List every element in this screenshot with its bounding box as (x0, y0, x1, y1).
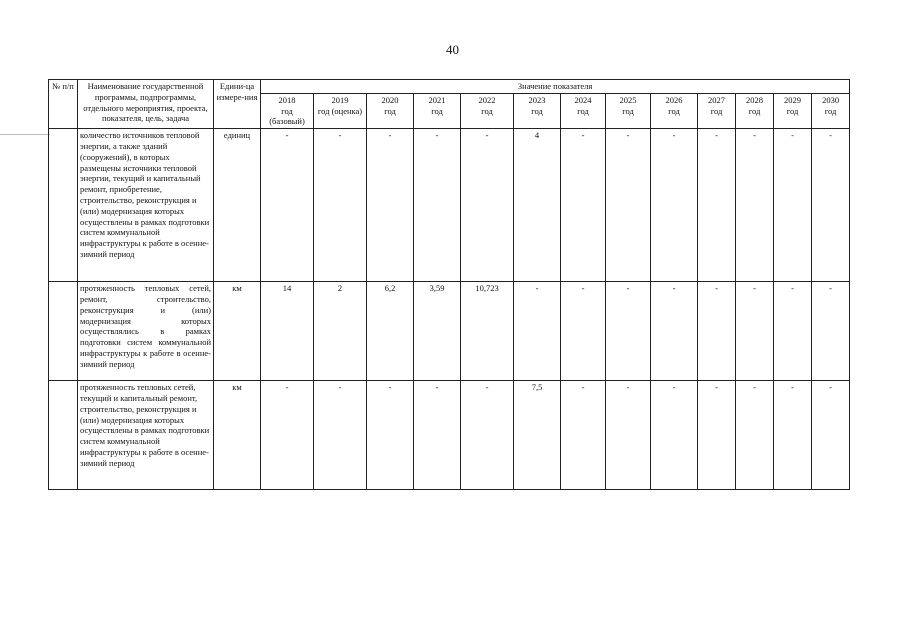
value-cell: - (698, 381, 736, 490)
unit-of-measure: единиц (214, 129, 261, 282)
value-cell: - (461, 381, 514, 490)
value-cell: 2 (314, 282, 367, 381)
header-year-sub: год (710, 105, 723, 116)
header-year-value: 2022 (478, 94, 496, 105)
header-name: Наименование государственной программы, подпрограммы, отдельного мероприятия, проекта, показателя, цель, задача (78, 80, 214, 129)
header-values-title: Значение показателя (261, 80, 850, 94)
header-year-2019 (314, 93, 367, 128)
value-cell: - (414, 129, 461, 282)
page-number: 40 (446, 42, 459, 57)
table-row (49, 129, 850, 282)
header-year-2030 (812, 93, 850, 128)
value-cell: - (261, 381, 314, 490)
header-year-sub: год (531, 105, 543, 116)
header-year-sub: год (431, 105, 443, 116)
value-cell: - (812, 381, 850, 490)
value-cell: - (606, 381, 651, 490)
header-year-sub: год (481, 105, 493, 116)
value-cell: - (651, 129, 698, 282)
row-number (49, 282, 78, 381)
value-cell: - (736, 129, 774, 282)
value-cell: - (414, 381, 461, 490)
value-cell: - (812, 129, 850, 282)
value-cell: - (514, 282, 561, 381)
scan-artifact-line (0, 134, 50, 135)
header-year-value: 2025 (619, 94, 637, 105)
header-year-2020 (367, 93, 414, 128)
value-cell: - (736, 282, 774, 381)
value-cell: - (651, 282, 698, 381)
value-cell: - (606, 282, 651, 381)
unit-of-measure: км (214, 381, 261, 490)
header-year-value: 2021 (428, 94, 446, 105)
header-row-top (49, 80, 850, 94)
indicator-name: протяженность тепловых сетей, ремонт, строительство, реконструкция и (или) модернизация которых осуществлялись в рамках подготовки систем коммунальной инфраструктуры к работе в осенне-зимний период (78, 282, 214, 381)
row-number (49, 129, 78, 282)
value-cell: - (606, 129, 651, 282)
value-cell: - (774, 129, 812, 282)
header-year-value: 2030 (822, 94, 840, 105)
header-year-value: 2023 (528, 94, 546, 105)
table-row (49, 381, 850, 490)
header-year-2018 (261, 93, 314, 128)
value-cell: - (736, 381, 774, 490)
value-cell: - (651, 381, 698, 490)
header-year-sub: год (базовый) (269, 105, 305, 127)
header-year-value: 2024 (574, 94, 592, 105)
header-year-2028 (736, 93, 774, 128)
header-num: № п/п (49, 80, 78, 129)
header-year-2027 (698, 93, 736, 128)
value-cell: 4 (514, 129, 561, 282)
value-cell: 14 (261, 282, 314, 381)
value-cell: 7,5 (514, 381, 561, 490)
header-year-value: 2020 (381, 94, 399, 105)
header-year-2026 (651, 93, 698, 128)
value-cell: 3,59 (414, 282, 461, 381)
value-cell: - (698, 129, 736, 282)
header-year-2022 (461, 93, 514, 128)
header-year-2025 (606, 93, 651, 128)
value-cell: - (461, 129, 514, 282)
indicator-name: протяженность тепловых сетей, текущий и капитальный ремонт, строительство, реконструкция и (или) модернизация которых осуществлены в рамках подготовки систем коммунальной инфраструктуры к работе в осенне-зимний период (78, 381, 214, 490)
value-cell: - (774, 381, 812, 490)
header-year-value: 2027 (708, 94, 725, 105)
header-year-value: 2019 (331, 94, 349, 105)
header-year-2024 (561, 93, 606, 128)
value-cell: - (774, 282, 812, 381)
row-number (49, 381, 78, 490)
header-unit: Едини-ца измере-ния (214, 80, 261, 129)
header-year-value: 2028 (746, 94, 763, 105)
value-cell: - (561, 129, 606, 282)
value-cell: - (261, 129, 314, 282)
header-year-sub: год (622, 105, 634, 116)
value-cell: - (314, 381, 367, 490)
table-row (49, 282, 850, 381)
header-year-sub: год (786, 105, 799, 116)
header-year-sub: год (оценка) (317, 105, 363, 116)
header-year-sub: год (824, 105, 837, 116)
header-year-sub: год (748, 105, 761, 116)
value-cell: 10,723 (461, 282, 514, 381)
header-year-sub: год (384, 105, 396, 116)
indicators-table (48, 79, 850, 490)
header-year-value: 2029 (784, 94, 801, 105)
value-cell: - (367, 129, 414, 282)
indicator-name: количество источников тепловой энергии, а также зданий (сооружений), в которых размещены источники тепловой энергии, текущий и капитальный ремонт, приобретение, строительство, реконструкция и (или) модернизация которых осуществлены в рамках подготовки систем коммунальной инфраструктуры к работе в осенне-зимний период (78, 129, 214, 282)
value-cell: - (561, 381, 606, 490)
header-year-value: 2026 (665, 94, 683, 105)
value-cell: - (561, 282, 606, 381)
value-cell: - (698, 282, 736, 381)
unit-of-measure: км (214, 282, 261, 381)
value-cell: 6,2 (367, 282, 414, 381)
value-cell: - (367, 381, 414, 490)
value-cell: - (812, 282, 850, 381)
value-cell: - (314, 129, 367, 282)
header-year-value: 2018 (278, 94, 296, 105)
header-year-2021 (414, 93, 461, 128)
header-year-sub: год (577, 105, 589, 116)
header-year-2029 (774, 93, 812, 128)
header-year-2023 (514, 93, 561, 128)
header-year-sub: год (668, 105, 680, 116)
